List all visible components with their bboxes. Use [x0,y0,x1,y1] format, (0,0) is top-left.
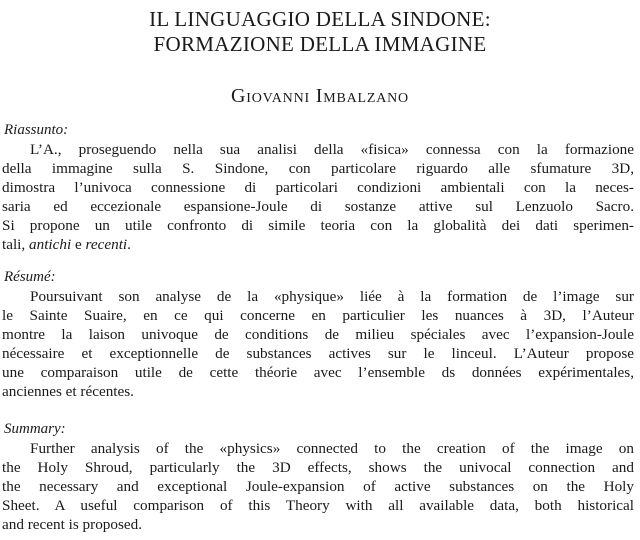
abstract-line: Further analysis of the «physics» connected to the creation of the image on [30,440,634,457]
abstract-line: une comparaison utile de cette théorie avec l’ensemble ds données expérimentales, [2,364,634,381]
abstract-emphasis: antichi [29,236,72,253]
riassunto-abstract [2,140,634,254]
summary-heading: Summary: [4,421,66,437]
abstract-text: . [127,236,131,253]
resume-abstract [2,287,634,401]
summary-abstract [2,439,634,534]
abstract-line: montre la laison univoque de conditions de milieu spéciales avec l’expansion-Joule [2,326,634,343]
abstract-line: the necessary and exceptional Joule-expansion of active substances on the Holy [2,478,634,495]
abstract-line: the Holy Shroud, particularly the 3D effects, shows the univocal connection and [2,459,634,476]
abstract-emphasis: recenti [85,236,128,253]
abstract-line: L’A., proseguendo nella sua analisi della «fisica» connessa con la formazione [30,141,634,158]
riassunto-heading: Riassunto: [4,122,69,138]
abstract-line: le Sainte Suaire, en ce qui concerne en particulier les nuances à 3D, l’Auteur [2,307,634,324]
abstract-line-last [2,235,634,254]
abstract-text: tali, [2,236,29,253]
paper-title-line-1: IL LINGUAGGIO DELLA SINDONE: [149,7,491,31]
abstract-line: nécessaire et exceptionnelle de substances actives sur le linceul. L’Auteur propose [2,345,634,362]
resume-heading: Résumé: [4,269,56,285]
abstract-text: e [71,236,86,253]
abstract-line: and recent is proposed. [2,516,143,533]
abstract-line: della immagine sulla S. Sindone, con particolare riguardo alle sfumature 3D, [2,160,634,177]
abstract-line: Poursuivant son analyse de la «physique» liée à la formation de l’image sur [30,288,634,305]
author-name: Giovanni Imbalzano [231,85,409,107]
paper-title-line-2: FORMAZIONE DELLA IMMAGINE [153,32,487,56]
abstract-line: anciennes et récentes. [2,383,134,400]
abstract-line: Si propone un utile confronto di simile teoria con la globalità dei dati sperimen- [2,217,634,234]
abstract-line: saria ed eccezionale espansione-Joule di sostanze attive sul Lenzuolo Sacro. [2,198,634,215]
abstract-line: dimostra l’univoca connessione di particolari condizioni ambientali con la neces- [2,179,634,196]
abstract-line: Sheet. A useful comparison of this Theory with all available data, both historical [2,497,634,514]
